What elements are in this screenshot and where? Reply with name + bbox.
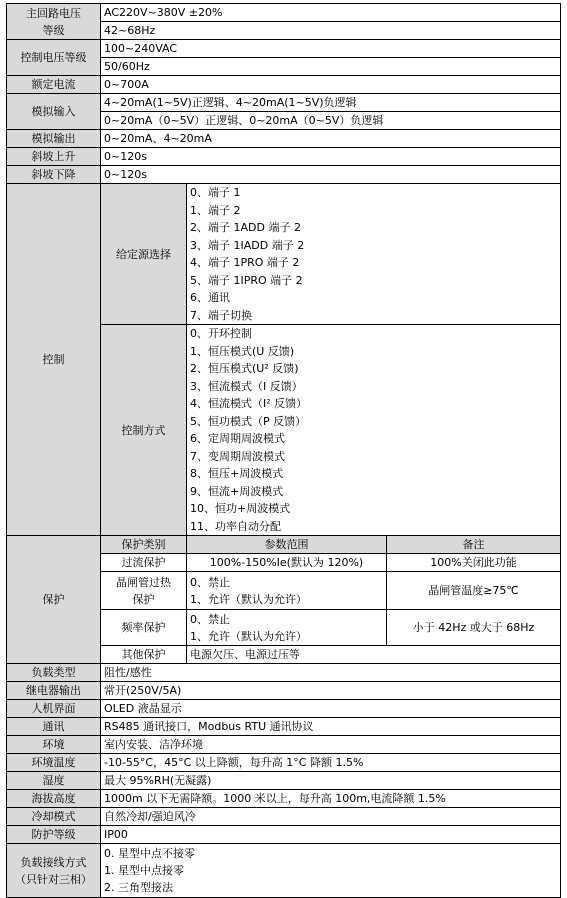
spec-table [6,3,561,898]
label-ambient-temp: 环境温度 [7,754,101,772]
row-ambient-temp [7,754,561,772]
label-analog-input: 模拟输入 [7,94,101,130]
source-option: 4、端子 1PRO 端子 2 [190,256,300,269]
label-ip-rating: 防护等级 [7,826,101,844]
row-rated-current [7,76,561,94]
row-humidity [7,772,561,790]
protection-header-range: 参数范围 [187,536,387,554]
mode-option: 10、恒功+周波模式 [190,502,291,515]
row-hmi [7,700,561,718]
label-rated-current: 额定电流 [7,76,101,94]
value-ramp-down: 0~120s [101,166,561,184]
label-ramp-down: 斜坡下降 [7,166,101,184]
source-option: 3、端子 1IADD 端子 2 [190,238,305,252]
mode-option: 3、恒流模式（I 反馈） [190,379,303,393]
value-relay-output: 常开(250V/5A) [101,682,561,700]
row-environment [7,736,561,754]
source-option: 1、端子 2 [190,203,241,217]
mode-option: 2、恒压模式(U² 反馈) [190,362,299,375]
row-ramp-up [7,148,561,166]
mode-option: 4、恒流模式（I² 反馈） [190,397,308,410]
mode-option: 9、恒流+周波模式 [190,484,284,498]
value-ambient-temp: -10-55°C，45°C 以上降额，每升高 1°C 降额 1.5% [101,754,561,772]
row-control-voltage [7,40,561,58]
wiring-option: 2. 三角型接法 [104,881,173,894]
other-protection-name: 其他保护 [101,646,187,664]
value-main-voltage-2: 42~68Hz [101,22,561,40]
thyristor-note: 晶闸管温度≥75℃ [387,572,561,610]
label-altitude: 海拔高度 [7,790,101,808]
overcurrent-range: 100%-150%Ie(默认为 120%) [187,554,387,572]
row-control-source [7,184,561,325]
overcurrent-name: 过流保护 [101,554,187,572]
row-cooling [7,808,561,826]
row-ip-rating [7,826,561,844]
overcurrent-note: 100%关闭此功能 [387,554,561,572]
value-environment: 室内安装、洁净环境 [101,736,561,754]
frequency-options: 0、禁止 1、允许（默认为允许） [187,610,387,646]
row-wiring [7,844,561,898]
mode-options [187,325,561,536]
source-option: 0、端子 1 [190,186,241,199]
value-main-voltage-1: AC220V~380V ±20% [101,4,561,22]
row-ramp-down [7,166,561,184]
value-analog-input-2: 0~20mA（0~5V）正逻辑、0~20mA（0~5V）负逻辑 [101,112,561,130]
source-options [187,184,561,325]
label-wiring: 负载接线方式 （只针对三相） [7,844,101,898]
source-option: 7、端子切换 [190,308,252,322]
protection-header-category: 保护类别 [101,536,187,554]
source-option: 6、通讯 [190,291,230,304]
row-main-voltage [7,4,561,22]
protection-header-note: 备注 [387,536,561,554]
value-cooling: 自然冷却/强迫风冷 [101,808,561,826]
label-control-mode: 控制方式 [101,325,187,536]
label-communication: 通讯 [7,718,101,736]
other-protection-value: 电源欠压、电源过压等 [187,646,561,664]
frequency-note: 小于 42Hz 或大于 68Hz [387,610,561,646]
row-altitude [7,790,561,808]
source-option: 2、端子 1ADD 端子 2 [190,221,301,234]
value-control-voltage-1: 100~240VAC [101,40,561,58]
label-environment: 环境 [7,736,101,754]
label-control: 控制 [7,184,101,536]
label-relay-output: 继电器输出 [7,682,101,700]
value-altitude: 1000m 以下无需降额。1000 米以上，每升高 100m,电流降额 1.5% [101,790,561,808]
value-ip-rating: IP00 [101,826,561,844]
wiring-option: 1. 星型中点接零 [104,864,184,877]
value-load-type: 阻性/感性 [101,664,561,682]
thyristor-options: 0、禁止 1、允许（默认为允许） [187,572,387,610]
row-load-type [7,664,561,682]
row-analog-output [7,130,561,148]
value-humidity: 最大 95%RH(无凝露) [101,772,561,790]
label-humidity: 湿度 [7,772,101,790]
mode-option: 7、变周期周波模式 [190,449,285,463]
source-option: 5、端子 1IPRO 端子 2 [190,273,303,287]
label-analog-output: 模拟输出 [7,130,101,148]
label-source-select: 给定源选择 [101,184,187,325]
label-hmi: 人机界面 [7,700,101,718]
row-relay-output [7,682,561,700]
label-load-type: 负载类型 [7,664,101,682]
label-control-voltage: 控制电压等级 [7,40,101,76]
label-main-voltage: 主回路电压 等级 [7,4,101,40]
mode-option: 11、功率自动分配 [190,519,281,533]
value-rated-current: 0~700A [101,76,561,94]
value-analog-input-1: 4~20mA(1~5V)正逻辑、4~20mA(1~5V)负逻辑 [101,94,561,112]
mode-option: 6、定周期周波模式 [190,432,285,445]
mode-option: 0、开环控制 [190,327,252,340]
label-cooling: 冷却模式 [7,808,101,826]
mode-option: 5、恒功模式（P 反馈） [190,414,307,428]
value-communication: RS485 通讯接口，Modbus RTU 通讯协议 [101,718,561,736]
row-communication [7,718,561,736]
value-ramp-up: 0~120s [101,148,561,166]
wiring-option: 0. 星型中点不接零 [104,847,195,860]
wiring-options [101,844,561,898]
label-ramp-up: 斜坡上升 [7,148,101,166]
value-analog-output: 0~20mA、4~20mA [101,130,561,148]
label-protection: 保护 [7,536,101,664]
mode-option: 1、恒压模式(U 反馈) [190,344,295,358]
row-protection-header [7,536,561,554]
value-control-voltage-2: 50/60Hz [101,58,561,76]
frequency-name: 频率保护 [101,610,187,646]
mode-option: 8、恒压+周波模式 [190,467,284,480]
value-hmi: OLED 液晶显示 [101,700,561,718]
thyristor-name: 晶闸管过热 保护 [101,572,187,610]
row-analog-input [7,94,561,112]
